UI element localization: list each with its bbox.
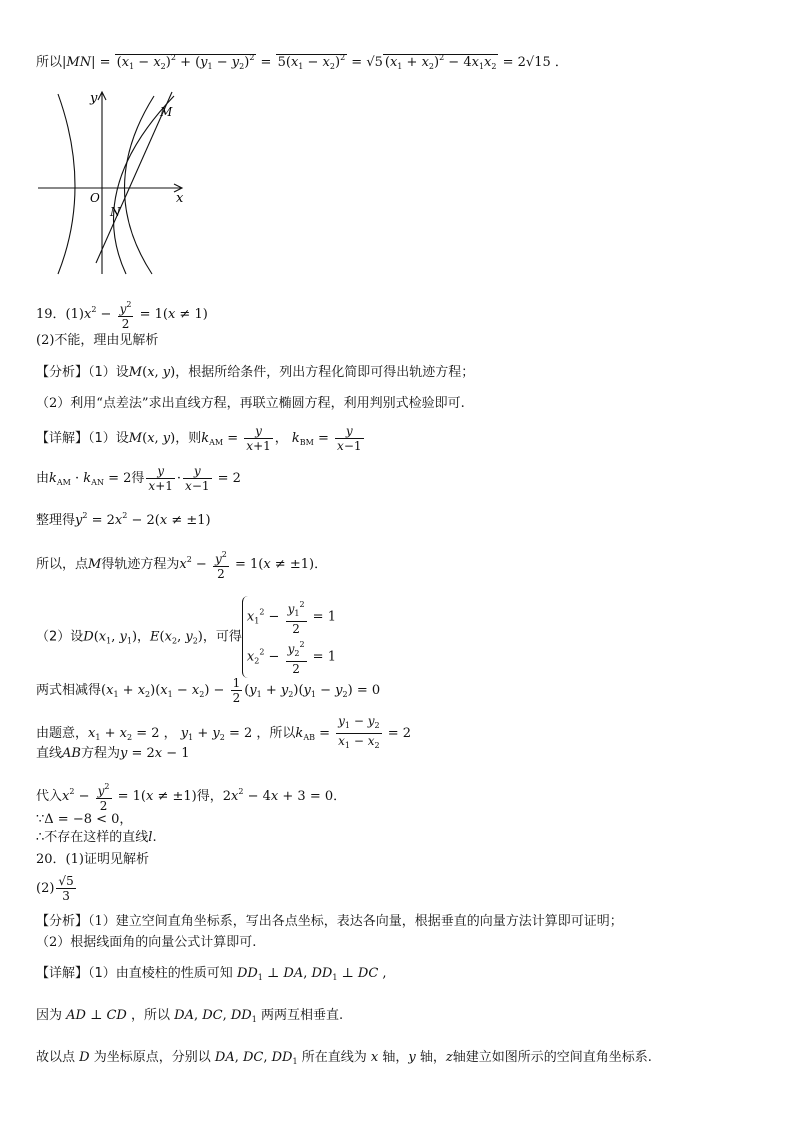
q19-conclusion: ∴不存在这样的直线l.: [36, 830, 157, 845]
q19-answer1: 19．$(1)x^2$ − $\frac{y^2}{2}$ = 1(x ≠ 1): [36, 300, 208, 331]
m-label: M: [160, 105, 173, 119]
x-label: x: [176, 191, 184, 206]
q20-answer2: (2) $\frac{√5}{3}$: [36, 874, 74, 903]
n-label: N: [110, 205, 121, 219]
q19-substitute: 代入$x^2$ − $\frac{y^2}{2}$ = 1(x ≠ ±1)得，$2x^2 - 4x + 3 = 0$．: [36, 782, 347, 813]
y-label: y: [90, 91, 98, 106]
q20-analysis1: 【分析】（1）建立空间直角坐标系，写出各点坐标，表达各向量，根据垂直的向量方法计算即可证明；: [36, 914, 623, 929]
right-branch-1: [124, 96, 154, 274]
q19-subtract: 两式相减得$(x_1 + x_2)(x_1 - x_2)$ − $\frac{1}{2}$ $(y_1 + y_2)(y_1 - y_2) = 0$: [36, 676, 381, 705]
q19-analysis2: （2）利用“点差法”求出直线方程，再联立椭圆方程，利用判别式检验即可.: [36, 396, 465, 411]
q20-detail2: 因为 AD ⊥ CD ，所以 DA, DC, $DD_1$ 两两互相垂直.: [36, 1008, 344, 1024]
mn-length-line: 所以$|MN| = (x_1 - x_2)^2 + (y_1 - y_2)^2 = 5(x_1 - x_2)^2 = √5$ $(x_1 + x_2)^2 - 4x_1x_2 = 2√15$ ．: [36, 53, 568, 71]
q20-detail3: 故以点 D 为坐标原点，分别以 DA, DC, $DD_1$ 所在直线为 x 轴，y 轴，z轴建立如图所示的空间直角坐标系.: [36, 1050, 652, 1066]
q19-detail3: 整理得$y^2 = 2x^2 - 2(x \ne \pm 1)$: [36, 511, 211, 528]
q20-answer1: 20．(1)证明见解析: [36, 852, 149, 867]
origin-label: O: [90, 191, 100, 205]
q20-detail1: 【详解】（1）由直棱柱的性质可知 $DD_1$ ⊥ DA, $DD_1$ ⊥ DC ,: [36, 966, 387, 982]
q19-part2-setup: （2）设$D(x_1$, $y_1$)，$E(x_2$, $y_2$)，可得 $x_1^2$ − $\frac{y_1^2}{2}$ = 1 $x_2^2$ − $\frac{y_2^2}{2}$ = 1: [36, 596, 336, 678]
q20-analysis2: （2）根据线面角的向量公式计算即可.: [36, 935, 257, 950]
q19-delta: ∵Δ = −8 < 0，: [36, 812, 133, 827]
q19-analysis1: 【分析】（1）设M(x, y)，根据所给条件，列出方程化简即可得出轨迹方程；: [36, 365, 475, 380]
q19-answer2: (2)不能，理由见解析: [36, 333, 159, 348]
q19-detail2: 由$k_{AM} \cdot k_{AN} = 2$得 $\frac{y}{x+1}$ · $\frac{y}{x-1}$ = 2: [36, 464, 241, 493]
q19-detail1: 【详解】（1）设M(x, y)，则$k_{AM}$ = $\frac{y}{x+1}$ ， $k_{BM}$ = $\frac{y}{x-1}$: [36, 424, 362, 453]
right-branch-2: [114, 96, 175, 274]
q19-line-ab: 直线AB方程为y = 2x − 1: [36, 746, 190, 761]
mn-prefix: 所以: [36, 55, 63, 70]
equation-system: $x_1^2$ − $\frac{y_1^2}{2}$ = 1 $x_2^2$ − $\frac{y_2^2}{2}$ = 1: [242, 596, 336, 678]
q19-detail4: 所以，点M得轨迹方程为$x^2$ − $\frac{y^2}{2}$ = 1(x ≠ ±1)．: [36, 550, 328, 581]
left-branch: [58, 94, 75, 274]
hyperbola-graph: [34, 88, 194, 278]
q19-given: 由题意，$x_1 + x_2 = 2$ ， $y_1 + y_2 = 2$ ，所以$k_{AB}$ = $\frac{y_1 - y_2}{x_1 - x_2}$ = 2: [36, 714, 412, 750]
